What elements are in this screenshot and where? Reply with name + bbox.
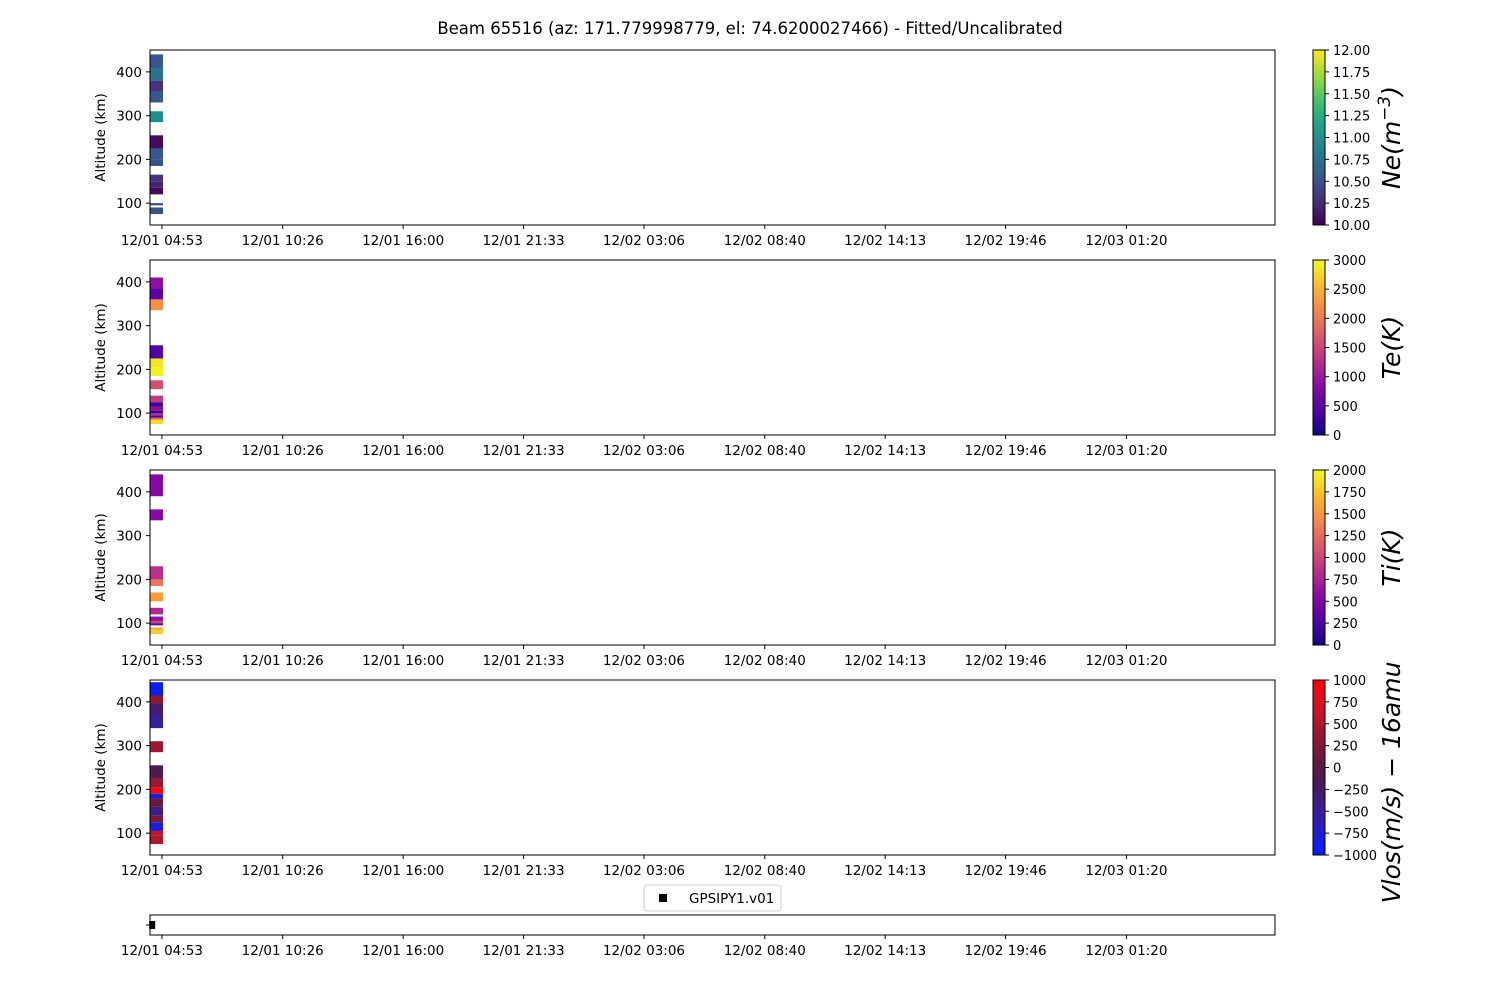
y-tick-label: 100	[116, 406, 142, 423]
heatmap-cell	[150, 299, 163, 310]
y-tick-label: 200	[116, 362, 142, 379]
colorbar-tick-label: 12.00	[1333, 44, 1371, 59]
colorbar-tick-label: −1000	[1333, 849, 1377, 864]
x-tick-label: 12/01 04:53	[120, 943, 203, 959]
colorbar-tick-label: −250	[1333, 783, 1369, 799]
colorbar-tick-label: 0	[1333, 761, 1342, 777]
heatmap-cell	[150, 630, 163, 634]
heatmap-cell	[150, 617, 163, 621]
heatmap-cell	[150, 68, 163, 81]
colorbar-tick-label: 2000	[1333, 464, 1367, 479]
x-tick-label: 12/01 04:53	[120, 443, 203, 459]
panel-vlos	[93, 662, 1406, 904]
data-point	[149, 921, 155, 929]
heatmap-cell	[150, 798, 163, 807]
colorbar-tick-label: 1500	[1333, 507, 1367, 523]
heatmap-cell	[150, 411, 163, 413]
x-tick-label: 12/01 16:00	[362, 653, 445, 669]
heatmap-cell	[150, 175, 163, 182]
colorbar-tick-label: −500	[1333, 805, 1369, 821]
colorbar-tick-label: 1500	[1333, 341, 1367, 357]
x-tick-label: 12/02 19:46	[964, 653, 1047, 669]
heatmap-cell	[150, 345, 163, 358]
x-tick-label: 12/02 19:46	[964, 443, 1047, 459]
heatmap-cell	[150, 816, 163, 823]
y-tick-label: 100	[116, 616, 142, 633]
axes-frame	[150, 470, 1275, 645]
colorbar-tick-label: 1000	[1333, 370, 1367, 386]
heatmap-cell	[150, 509, 163, 520]
heatmap-cell	[150, 835, 163, 844]
y-tick-label: 100	[116, 196, 142, 213]
heatmap-cell	[150, 402, 163, 406]
heatmap-cell	[150, 278, 163, 289]
heatmap-cell	[150, 135, 163, 148]
x-tick-label: 12/02 03:06	[602, 943, 686, 959]
colorbar-tick-label: 1000	[1333, 551, 1367, 567]
x-tick-label: 12/02 19:46	[964, 233, 1047, 249]
x-tick-label: 12/01 10:26	[241, 443, 324, 459]
heatmap-cell	[150, 593, 163, 602]
colorbar-tick-label: 11.25	[1333, 109, 1371, 125]
x-tick-label: 12/02 19:46	[964, 943, 1047, 959]
colorbar-tick-label: 1750	[1333, 485, 1367, 501]
axes-frame	[150, 680, 1275, 855]
x-tick-label: 12/01 04:53	[120, 233, 203, 249]
colorbar-tick-label: 750	[1333, 573, 1358, 589]
colorbar	[1313, 260, 1325, 435]
colorbar-tick-label: 1000	[1333, 674, 1367, 689]
heatmap-cell	[150, 621, 163, 623]
x-tick-label: 12/01 04:53	[120, 653, 203, 669]
heatmap-cell	[150, 92, 163, 103]
heatmap-cell	[150, 623, 163, 625]
heatmap-cell	[150, 566, 163, 579]
heatmap-cell	[150, 181, 163, 188]
heatmap-cell	[150, 148, 163, 159]
colorbar-tick-label: 750	[1333, 695, 1358, 711]
axes-frame	[150, 915, 1275, 935]
x-tick-label: 12/01 21:33	[482, 233, 565, 249]
colorbar-label: Ti(K)	[1377, 528, 1406, 587]
x-tick-label: 12/01 16:00	[362, 233, 445, 249]
y-axis-label: Altitude (km)	[93, 93, 109, 182]
colorbar-tick-label: 3000	[1333, 254, 1367, 269]
colorbar-tick-label: 250	[1333, 617, 1358, 633]
axes-frame	[150, 260, 1275, 435]
colorbar-label: $Ne(m^{-3})$	[1375, 85, 1406, 190]
colorbar-tick-label: 11.00	[1333, 131, 1371, 147]
colorbar-tick-label: 0	[1333, 639, 1342, 654]
heatmap-cell	[150, 778, 163, 787]
colorbar	[1313, 680, 1325, 855]
x-tick-label: 12/02 14:13	[844, 943, 927, 959]
x-tick-label: 12/01 21:33	[482, 863, 565, 879]
bottom-panel	[121, 885, 1275, 959]
colorbar-tick-label: −750	[1333, 827, 1369, 843]
x-tick-label: 12/03 01:20	[1085, 653, 1168, 669]
heatmap-cell	[150, 159, 163, 166]
x-tick-label: 12/03 01:20	[1085, 943, 1168, 959]
x-tick-label: 12/02 14:13	[844, 443, 927, 459]
heatmap-cell	[150, 628, 163, 630]
colorbar-tick-label: 0	[1333, 429, 1342, 444]
heatmap-cell	[150, 54, 163, 67]
colorbar-tick-label: 1250	[1333, 529, 1367, 545]
y-tick-label: 400	[116, 274, 142, 291]
x-tick-label: 12/02 03:06	[602, 863, 686, 879]
y-tick-label: 400	[116, 64, 142, 81]
x-tick-label: 12/01 10:26	[241, 233, 324, 249]
heatmap-cell	[150, 81, 163, 92]
colorbar-tick-label: 2500	[1333, 283, 1367, 299]
x-tick-label: 12/02 19:46	[964, 863, 1047, 879]
heatmap-cell	[150, 418, 163, 420]
colorbar-tick-label: 10.75	[1333, 153, 1371, 169]
colorbar-tick-label: 10.00	[1333, 219, 1371, 234]
panels	[93, 44, 1406, 903]
x-tick-label: 12/02 14:13	[844, 233, 927, 249]
colorbar-tick-label: 2000	[1333, 312, 1367, 328]
axes-frame	[150, 50, 1275, 225]
x-tick-label: 12/02 03:06	[602, 653, 686, 669]
heatmap-cell	[150, 474, 163, 496]
x-tick-label: 12/02 14:13	[844, 653, 927, 669]
colorbar-tick-label: 500	[1333, 399, 1358, 415]
x-tick-label: 12/01 04:53	[120, 863, 203, 879]
panel-ne	[93, 44, 1406, 249]
heatmap-cell	[150, 794, 163, 798]
x-tick-label: 12/01 16:00	[362, 863, 445, 879]
y-axis-label: Altitude (km)	[93, 723, 109, 812]
y-tick-label: 300	[116, 108, 142, 125]
legend-marker	[659, 894, 667, 902]
x-tick-label: 12/02 08:40	[723, 863, 806, 879]
x-tick-label: 12/01 21:33	[482, 653, 565, 669]
x-tick-label: 12/01 10:26	[241, 653, 324, 669]
heatmap-cell	[150, 420, 163, 424]
legend-label: GPSIPY1.v01	[689, 891, 775, 907]
x-tick-label: 12/01 10:26	[241, 863, 324, 879]
x-tick-label: 12/02 08:40	[723, 443, 806, 459]
y-tick-label: 300	[116, 738, 142, 755]
y-tick-label: 400	[116, 484, 142, 501]
y-tick-label: 300	[116, 528, 142, 545]
x-tick-label: 12/03 01:20	[1085, 233, 1168, 249]
colorbar-tick-label: 10.25	[1333, 197, 1371, 213]
heatmap-cell	[150, 807, 163, 816]
colorbar	[1313, 50, 1325, 225]
panel-ti	[93, 464, 1406, 669]
heatmap-cell	[150, 787, 163, 794]
colorbar-tick-label: 10.50	[1333, 175, 1371, 191]
colorbar-tick-label: 11.75	[1333, 65, 1371, 81]
heatmap-cell	[150, 608, 163, 615]
heatmap-cell	[150, 682, 163, 695]
x-tick-label: 12/02 08:40	[723, 233, 806, 249]
legend	[644, 885, 781, 911]
heatmap-cell	[150, 380, 163, 389]
heatmap-cell	[150, 288, 163, 299]
x-tick-label: 12/01 21:33	[482, 943, 565, 959]
heatmap-cell	[150, 111, 163, 122]
heatmap-cell	[150, 579, 163, 586]
y-tick-label: 200	[116, 152, 142, 169]
heatmap-cell	[150, 715, 163, 728]
panel-te	[93, 254, 1406, 459]
colorbar	[1313, 470, 1325, 645]
x-tick-label: 12/01 16:00	[362, 443, 445, 459]
x-tick-label: 12/02 14:13	[844, 863, 927, 879]
colorbar-tick-label: 250	[1333, 739, 1358, 755]
heatmap-cell	[150, 415, 163, 417]
x-tick-label: 12/03 01:20	[1085, 863, 1168, 879]
colorbar-label: Te(K)	[1377, 315, 1406, 380]
x-tick-label: 12/02 08:40	[723, 943, 806, 959]
colorbar-tick-label: 500	[1333, 595, 1358, 611]
heatmap-cell	[150, 822, 163, 831]
chart-title: Beam 65516 (az: 171.779998779, el: 74.6200027466) - Fitted/Uncalibrated	[437, 19, 1063, 38]
heatmap-cell	[150, 765, 163, 778]
y-tick-label: 200	[116, 572, 142, 589]
y-tick-label: 200	[116, 782, 142, 799]
y-tick-label: 100	[116, 826, 142, 843]
heatmap-cell	[150, 367, 163, 376]
x-tick-label: 12/02 08:40	[723, 653, 806, 669]
heatmap-cell	[150, 413, 163, 415]
x-tick-label: 12/01 21:33	[482, 443, 565, 459]
heatmap-cell	[150, 407, 163, 411]
y-tick-label: 400	[116, 694, 142, 711]
y-axis-label: Altitude (km)	[93, 303, 109, 392]
heatmap-cell	[150, 188, 163, 195]
y-tick-label: 300	[116, 318, 142, 335]
colorbar-tick-label: 500	[1333, 717, 1358, 733]
colorbar-tick-label: 11.50	[1333, 87, 1371, 103]
x-tick-label: 12/01 10:26	[241, 943, 324, 959]
heatmap-cell	[150, 203, 163, 205]
colorbar-label: Vlos(m/s) − 16amu	[1377, 661, 1406, 904]
x-tick-label: 12/02 03:06	[602, 233, 686, 249]
x-tick-label: 12/02 03:06	[602, 443, 686, 459]
x-tick-label: 12/01 16:00	[362, 943, 445, 959]
x-tick-label: 12/03 01:20	[1085, 443, 1168, 459]
heatmap-cell	[150, 208, 163, 215]
y-axis-label: Altitude (km)	[93, 513, 109, 602]
heatmap-cell	[150, 396, 163, 403]
heatmap-cell	[150, 741, 163, 752]
heatmap-cell	[150, 831, 163, 835]
